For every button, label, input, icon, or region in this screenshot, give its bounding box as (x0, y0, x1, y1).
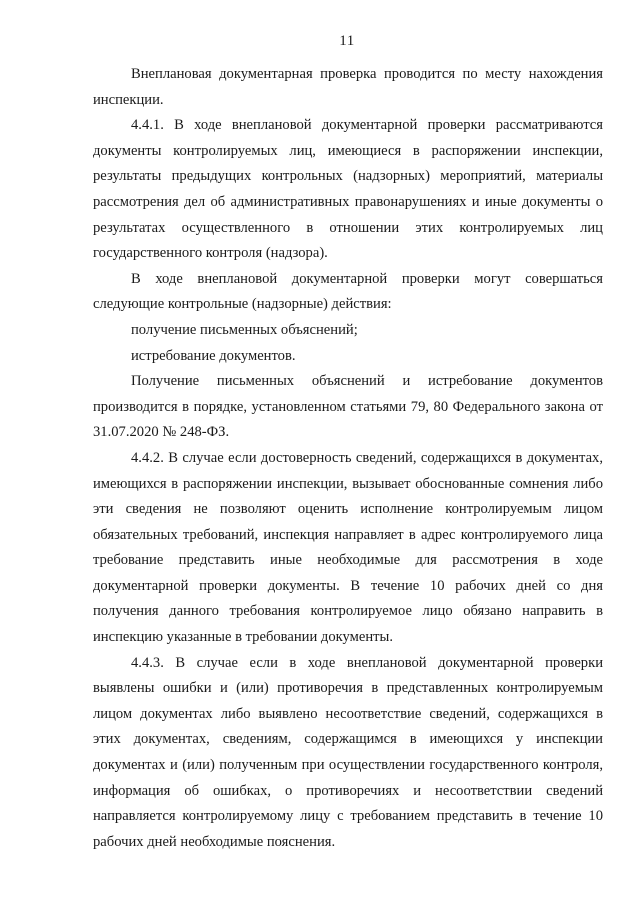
list-item-document-request: истребование документов. (131, 347, 296, 364)
paragraph-actions-intro: В ходе внеплановой документарной проверки могут совершаться следующие контрольные (надзорные) действия: (93, 270, 603, 313)
paragraph-4-4-1: 4.4.1. В ходе внеплановой документарной проверки рассматриваются документы контролируемых лиц, имеющиеся в распоряжении инспекции, результаты предыдущих контрольных (надзорных) мероприятий, материалы рассмотрения дел об административных правонарушениях и иные документы о результатах осуществленного в отношении этих контролируемых лиц государственного контроля (надзора). (93, 117, 603, 262)
paragraph-procedure: Получение письменных объяснений и истребование документов производится в порядке, установленном статьями 79, 80 Федерального закона от 31.07.2020 № 248-ФЗ. (93, 373, 603, 441)
document-body (93, 62, 603, 855)
page-number: 11 (339, 33, 355, 49)
list-item-written-explanations: получение письменных объяснений; (131, 321, 358, 338)
paragraph-location: Внеплановая документарная проверка проводится по месту нахождения инспекции. (93, 66, 603, 108)
paragraph-4-4-2: 4.4.2. В случае если достоверность сведений, содержащихся в документах, имеющихся в распоряжении инспекции, вызывает обоснованные сомнения либо эти сведения не позволяют оценить исполнение контролируемым лицом обязательных требований, инспекция направляет в адрес контролируемого лица требование представить иные необходимые для рассмотрения в ходе документарной проверки документы. В течение 10 рабочих дней со дня получения данного требования контролируемое лицо обязано направить в инспекцию указанные в требовании документы. (93, 449, 603, 646)
paragraph-4-4-3: 4.4.3. В случае если в ходе внеплановой документарной проверки выявлены ошибки и (или) противоречия в представленных контролируемым лицом документах либо выявлено несоответствие сведений, содержащихся в этих документах, сведениям, содержащимся в имеющихся у инспекции документах и (или) полученным при осуществлении государственного контроля, информация об ошибках, о противоречиях и несоответствии сведений направляется контролируемому лицу с требованием представить в течение 10 рабочих дней необходимые пояснения. (93, 654, 603, 850)
